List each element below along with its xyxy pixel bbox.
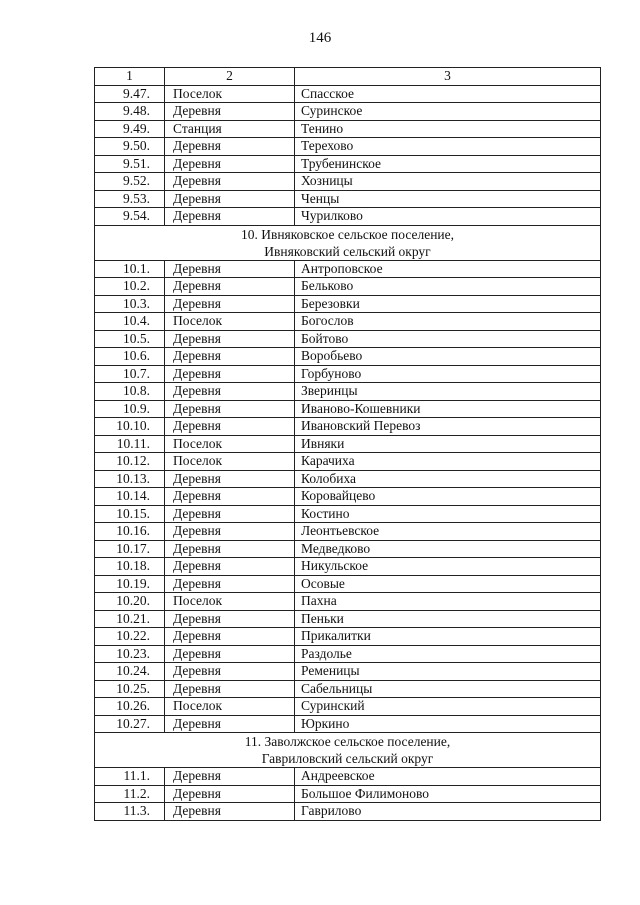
settlement-type-cell: Деревня [165,540,295,558]
settlement-name-cell: Воробьево [295,348,601,366]
table-row [95,435,601,453]
table-row [95,575,601,593]
table-row [95,523,601,541]
row-number-cell: 10.12. [95,453,165,471]
table-row [95,645,601,663]
settlement-type-cell: Деревня [165,523,295,541]
settlement-type-cell: Деревня [165,418,295,436]
table-row [95,558,601,576]
settlement-type-cell: Деревня [165,575,295,593]
table-row [95,348,601,366]
settlement-type-cell: Деревня [165,628,295,646]
table-row [95,190,601,208]
settlement-name-cell: Костино [295,505,601,523]
settlement-name-cell: Сабельницы [295,680,601,698]
settlement-name-cell: Гаврилово [295,803,601,821]
row-number-cell: 10.8. [95,383,165,401]
table-row [95,208,601,226]
table-row [95,470,601,488]
table-row [95,103,601,121]
settlement-name-cell: Прикалитки [295,628,601,646]
settlement-name-cell: Зверинцы [295,383,601,401]
table-row [95,453,601,471]
table-row [95,155,601,173]
column-header-row [95,68,601,86]
table-row [95,120,601,138]
table-row [95,593,601,611]
row-number-cell: 10.14. [95,488,165,506]
section-header-cell [95,733,601,768]
settlement-type-cell: Деревня [165,103,295,121]
settlement-name-cell: Спасское [295,85,601,103]
settlement-type-cell: Деревня [165,400,295,418]
row-number-cell: 10.22. [95,628,165,646]
settlement-name-cell: Медведково [295,540,601,558]
table-row [95,698,601,716]
row-number-cell: 10.25. [95,680,165,698]
settlement-name-cell: Осовые [295,575,601,593]
row-number-cell: 10.17. [95,540,165,558]
settlement-name-cell: Иваново-Кошевники [295,400,601,418]
column-header-2: 2 [165,68,295,86]
settlement-name-cell: Коровайцево [295,488,601,506]
table-row [95,295,601,313]
row-number-cell: 9.53. [95,190,165,208]
settlement-type-cell: Деревня [165,470,295,488]
settlement-type-cell: Деревня [165,173,295,191]
settlement-type-cell: Поселок [165,313,295,331]
table-row [95,768,601,786]
row-number-cell: 10.5. [95,330,165,348]
settlement-type-cell: Деревня [165,768,295,786]
settlement-name-cell: Пахна [295,593,601,611]
row-number-cell: 10.20. [95,593,165,611]
row-number-cell: 10.15. [95,505,165,523]
settlement-name-cell: Ивановский Перевоз [295,418,601,436]
settlement-type-cell: Поселок [165,593,295,611]
table-row [95,138,601,156]
row-number-cell: 9.51. [95,155,165,173]
settlement-name-cell: Ченцы [295,190,601,208]
settlement-name-cell: Андреевское [295,768,601,786]
table-row [95,85,601,103]
row-number-cell: 10.23. [95,645,165,663]
table-row [95,680,601,698]
settlement-name-cell: Березовки [295,295,601,313]
settlement-type-cell: Деревня [165,383,295,401]
settlement-name-cell: Карачиха [295,453,601,471]
settlement-name-cell: Ременицы [295,663,601,681]
table-row [95,418,601,436]
section-header-row [95,225,601,260]
row-number-cell: 9.48. [95,103,165,121]
table-row [95,540,601,558]
settlement-type-cell: Деревня [165,330,295,348]
settlement-type-cell: Станция [165,120,295,138]
table-row [95,278,601,296]
settlement-name-cell: Колобиха [295,470,601,488]
table-row [95,260,601,278]
settlement-name-cell: Хозницы [295,173,601,191]
settlement-name-cell: Никульское [295,558,601,576]
row-number-cell: 10.21. [95,610,165,628]
row-number-cell: 11.1. [95,768,165,786]
table-row [95,488,601,506]
table-row [95,383,601,401]
table-row [95,785,601,803]
settlement-type-cell: Деревня [165,645,295,663]
section-header-line: 11. Заволжское сельское поселение, [244,734,451,749]
settlement-type-cell: Деревня [165,155,295,173]
section-header-line: Гавриловский сельский округ [261,751,434,766]
settlement-type-cell: Поселок [165,435,295,453]
settlement-name-cell: Юркино [295,715,601,733]
table-row [95,663,601,681]
row-number-cell: 9.52. [95,173,165,191]
settlement-name-cell: Бойтово [295,330,601,348]
settlement-name-cell: Ивняки [295,435,601,453]
row-number-cell: 9.50. [95,138,165,156]
row-number-cell: 10.19. [95,575,165,593]
column-header-3: 3 [295,68,601,86]
settlement-name-cell: Горбуново [295,365,601,383]
settlement-type-cell: Деревня [165,138,295,156]
settlement-type-cell: Деревня [165,505,295,523]
table-row [95,505,601,523]
settlement-type-cell: Поселок [165,453,295,471]
settlement-name-cell: Большое Филимоново [295,785,601,803]
row-number-cell: 10.3. [95,295,165,313]
settlement-type-cell: Деревня [165,558,295,576]
row-number-cell: 11.2. [95,785,165,803]
settlement-type-cell: Деревня [165,663,295,681]
settlement-type-cell: Деревня [165,610,295,628]
row-number-cell: 10.16. [95,523,165,541]
settlement-type-cell: Деревня [165,680,295,698]
settlement-name-cell: Леонтьевское [295,523,601,541]
settlement-name-cell: Терехово [295,138,601,156]
page-number: 146 [308,30,332,46]
row-number-cell: 10.4. [95,313,165,331]
row-number-cell: 11.3. [95,803,165,821]
column-header-1: 1 [95,68,165,86]
table-row [95,400,601,418]
settlement-type-cell: Деревня [165,365,295,383]
section-header-cell [95,225,601,260]
settlement-name-cell: Пеньки [295,610,601,628]
row-number-cell: 10.26. [95,698,165,716]
row-number-cell: 10.9. [95,400,165,418]
table-row [95,173,601,191]
section-header-line: 10. Ивняковское сельское поселение, [240,226,455,242]
table-row [95,803,601,821]
row-number-cell: 10.24. [95,663,165,681]
row-number-cell: 10.10. [95,418,165,436]
settlement-name-cell: Антроповское [295,260,601,278]
table-row [95,313,601,331]
settlement-name-cell: Тенино [295,120,601,138]
settlement-type-cell: Деревня [165,260,295,278]
settlement-type-cell: Деревня [165,785,295,803]
row-number-cell: 9.54. [95,208,165,226]
settlement-type-cell: Поселок [165,85,295,103]
settlement-type-cell: Деревня [165,488,295,506]
settlement-type-cell: Деревня [165,348,295,366]
settlement-type-cell: Деревня [165,715,295,733]
table-row [95,628,601,646]
row-number-cell: 10.13. [95,470,165,488]
settlement-name-cell: Суринский [295,698,601,716]
settlement-type-cell: Деревня [165,190,295,208]
settlement-type-cell: Деревня [165,278,295,296]
settlement-type-cell: Деревня [165,208,295,226]
settlements-table-body [95,68,601,821]
row-number-cell: 10.18. [95,558,165,576]
row-number-cell: 10.11. [95,435,165,453]
settlement-name-cell: Бельково [295,278,601,296]
row-number-cell: 10.27. [95,715,165,733]
settlement-type-cell: Деревня [165,803,295,821]
settlements-table [94,67,601,821]
settlement-name-cell: Богослов [295,313,601,331]
settlement-name-cell: Раздолье [295,645,601,663]
row-number-cell: 10.1. [95,260,165,278]
settlement-name-cell: Суринское [295,103,601,121]
table-row [95,365,601,383]
row-number-cell: 9.47. [95,85,165,103]
settlement-name-cell: Трубенинское [295,155,601,173]
settlement-name-cell: Чурилково [295,208,601,226]
row-number-cell: 9.49. [95,120,165,138]
table-row [95,715,601,733]
section-header-line: Ивняковский сельский округ [264,243,431,259]
settlement-type-cell: Поселок [165,698,295,716]
row-number-cell: 10.2. [95,278,165,296]
row-number-cell: 10.6. [95,348,165,366]
table-row [95,610,601,628]
table-row [95,330,601,348]
row-number-cell: 10.7. [95,365,165,383]
section-header-row [95,733,601,768]
settlement-type-cell: Деревня [165,295,295,313]
